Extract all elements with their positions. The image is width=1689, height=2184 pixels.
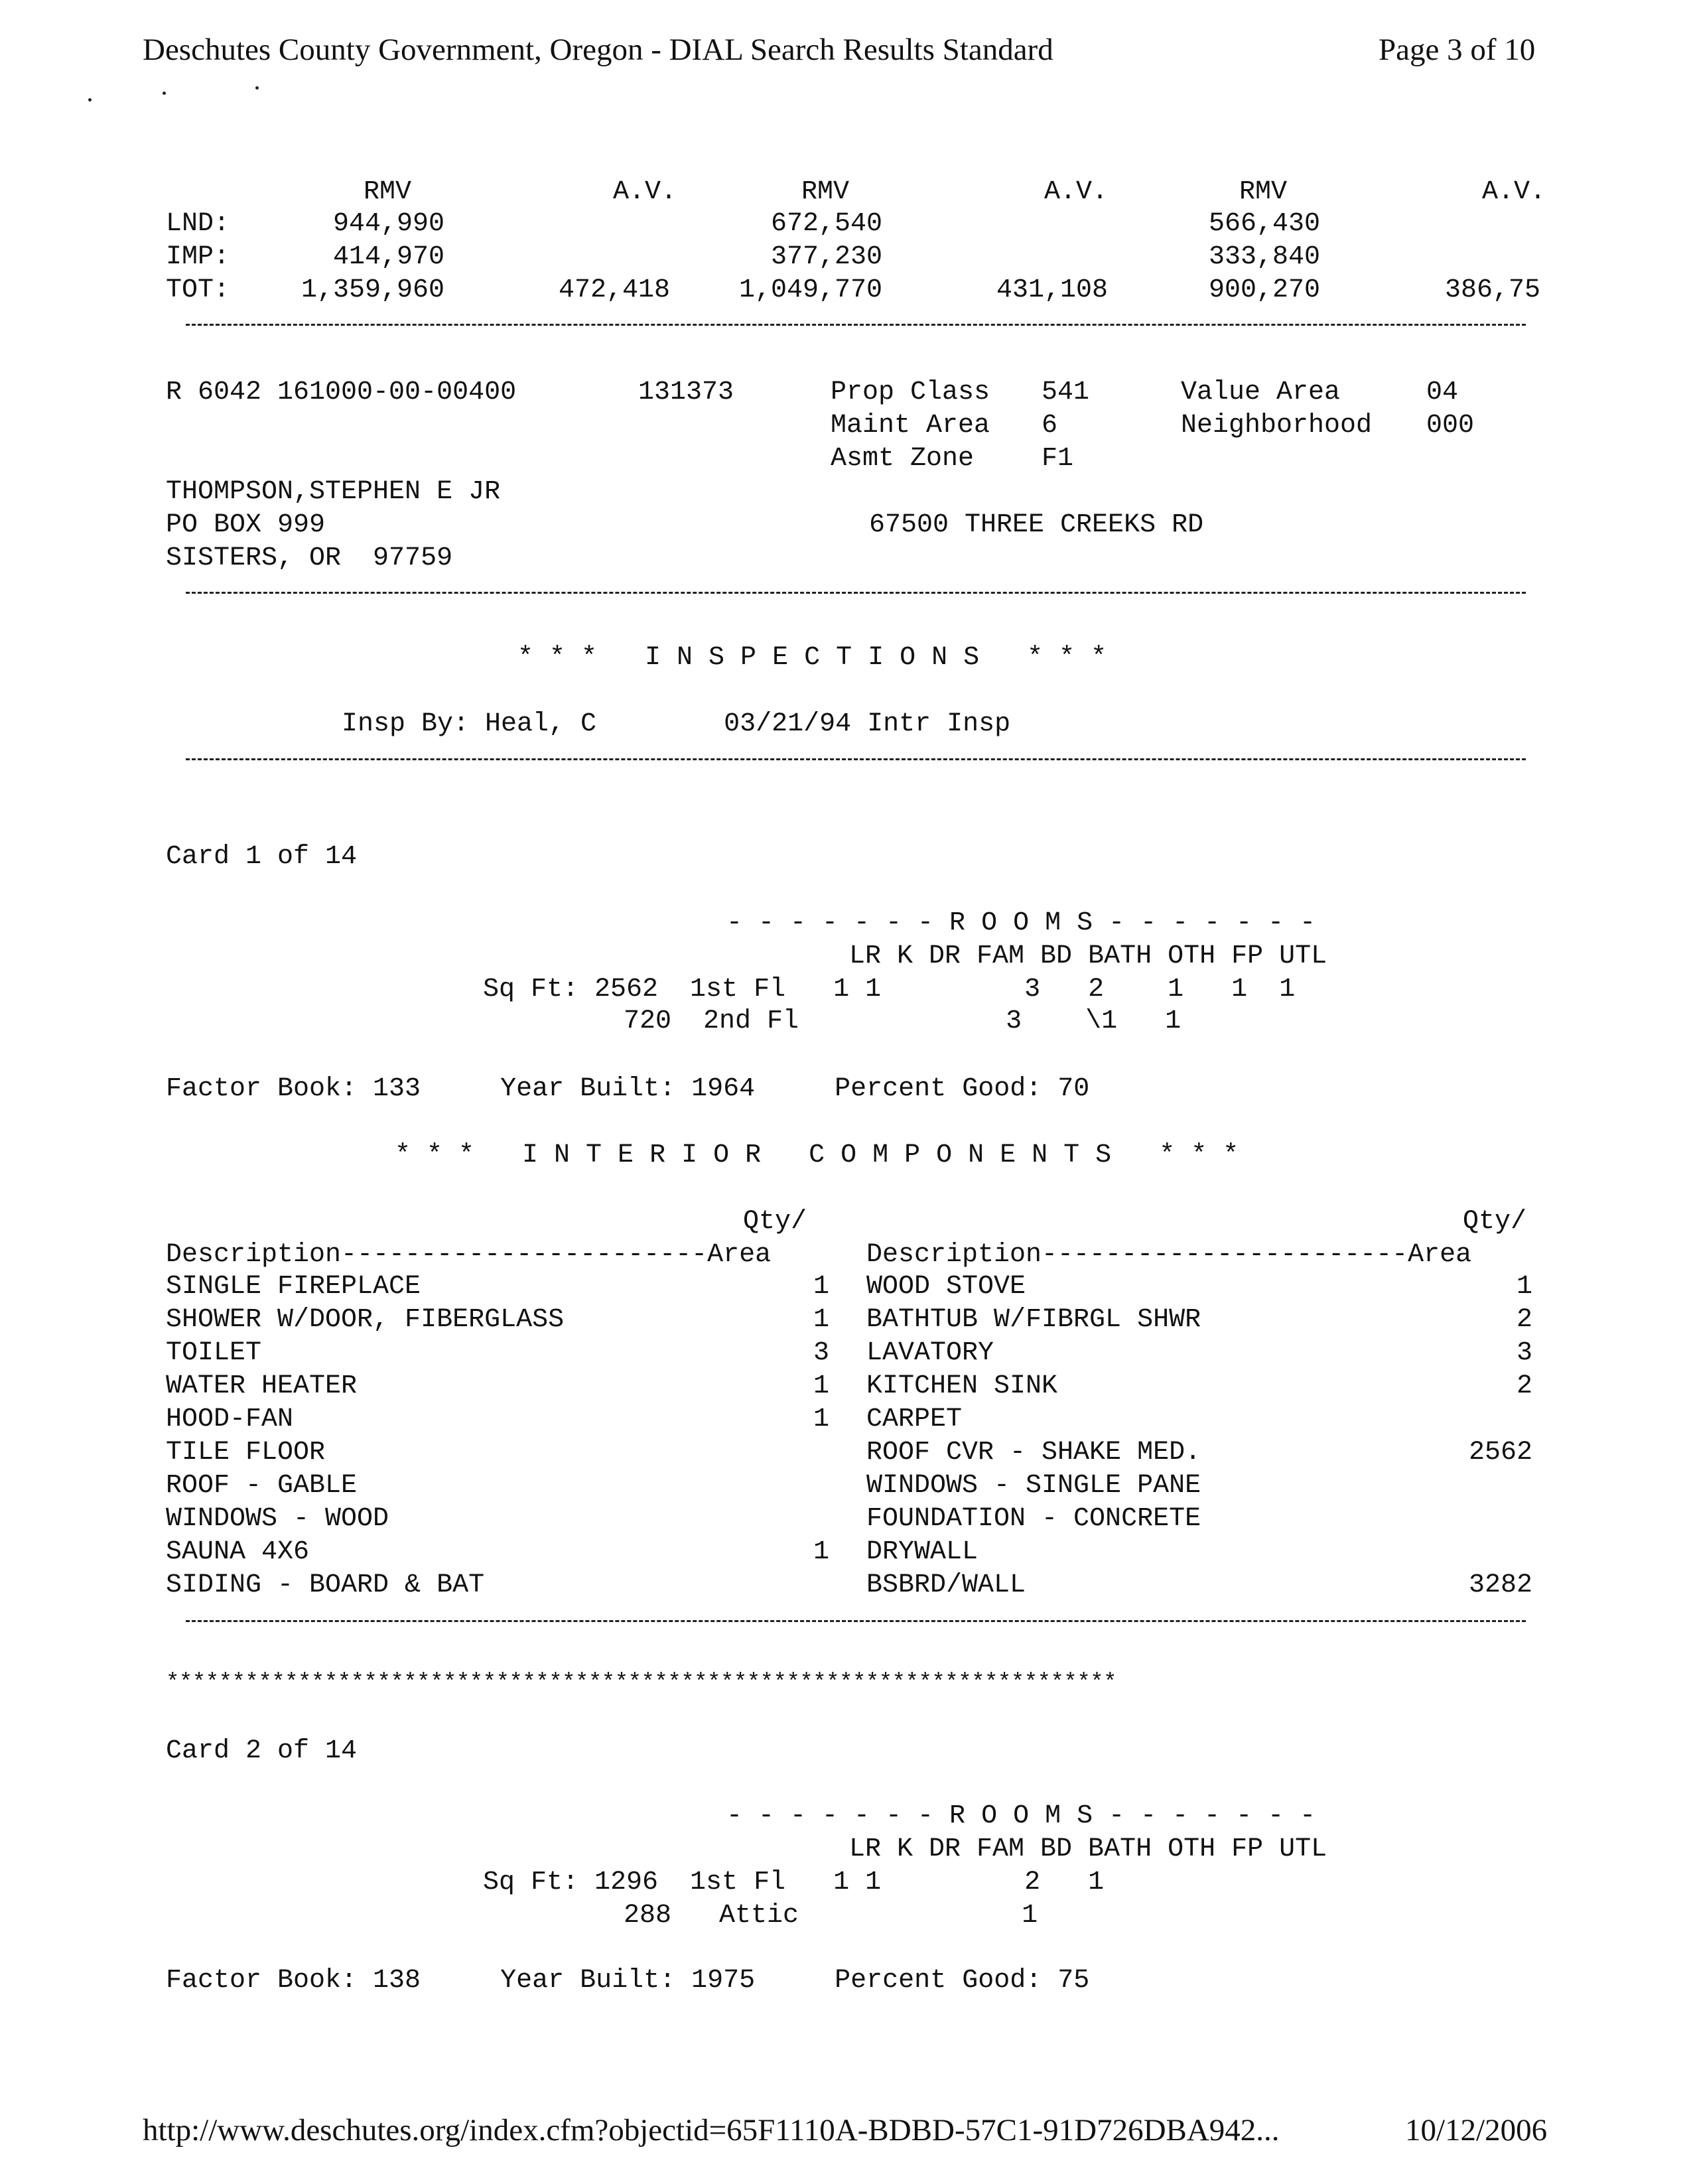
qty-header: Qty/ <box>1463 1207 1527 1237</box>
component-qty: 2562 <box>1468 1438 1532 1467</box>
page-number: Page 3 of 10 <box>1379 33 1536 67</box>
asmt-zone-label: Asmt Zone <box>831 444 975 474</box>
inspection-line: Insp By: Heal, C 03/21/94 Intr Insp <box>342 709 1011 739</box>
rooms-heading: - - - - - - - R O O M S - - - - - - - <box>726 1801 1316 1831</box>
component-desc: WINDOWS - WOOD <box>166 1504 389 1534</box>
component-desc: DRYWALL <box>866 1537 979 1567</box>
component-desc: FOUNDATION - CONCRETE <box>866 1504 1201 1534</box>
maint-area-value: 6 <box>1042 411 1058 441</box>
component-desc: SHOWER W/DOOR, FIBERGLASS <box>166 1305 565 1335</box>
component-qty: 1 <box>1516 1272 1532 1302</box>
neighborhood-label: Neighborhood <box>1181 411 1373 441</box>
table-cell: 944,990 <box>332 209 444 239</box>
row-label: TOT: <box>166 275 230 305</box>
scan-speck <box>255 86 259 90</box>
component-desc: HOOD-FAN <box>166 1404 294 1434</box>
scan-speck <box>88 98 92 102</box>
dashed-divider <box>186 1620 1526 1622</box>
rooms-floor-2: 720 2nd Fl 3 \1 1 <box>624 1006 1182 1036</box>
table-cell: 431,108 <box>996 275 1108 305</box>
table-cell: 1,049,770 <box>738 275 882 305</box>
footer-date: 10/12/2006 <box>1405 2113 1548 2148</box>
row-label: LND: <box>166 209 230 239</box>
component-qty: 3282 <box>1468 1570 1532 1600</box>
dashed-divider <box>186 592 1526 594</box>
scan-speck <box>163 92 166 95</box>
component-desc: SAUNA 4X6 <box>166 1537 310 1567</box>
owner-name: THOMPSON,STEPHEN E JR <box>166 477 501 507</box>
rooms-columns: LR K DR FAM BD BATH OTH FP UTL <box>849 1834 1327 1864</box>
component-qty: 2 <box>1516 1305 1532 1335</box>
star-separator: ************************************************************************ <box>166 1671 1117 1696</box>
component-desc: WATER HEATER <box>166 1371 358 1401</box>
description-header: Description-----------------------Area <box>166 1240 772 1270</box>
table-cell: 566,430 <box>1208 209 1320 239</box>
rooms-floor-1: Sq Ft: 1296 1st Fl 1 1 2 1 <box>483 1868 1105 1897</box>
component-desc: BATHTUB W/FIBRGL SHWR <box>866 1305 1201 1335</box>
component-desc: CARPET <box>866 1404 963 1434</box>
col-header-av: A.V. <box>612 177 677 207</box>
component-qty: 1 <box>813 1305 829 1335</box>
situs-address: 67500 THREE CREEKS RD <box>869 510 1204 540</box>
factor-line: Factor Book: 133 Year Built: 1964 Percent Good: 70 <box>166 1074 1090 1104</box>
inspections-heading: * * * I N S P E C T I O N S * * * <box>517 643 1107 673</box>
component-desc: TILE FLOOR <box>166 1438 326 1467</box>
component-desc: SINGLE FIREPLACE <box>166 1272 421 1302</box>
dashed-divider <box>186 758 1526 760</box>
col-header-rmv: RMV <box>1239 177 1287 207</box>
component-desc: SIDING - BOARD & BAT <box>166 1570 485 1600</box>
asmt-zone-value: F1 <box>1042 444 1074 474</box>
row-label: IMP: <box>166 242 230 272</box>
card-title: Card 1 of 14 <box>166 842 358 872</box>
rooms-columns: LR K DR FAM BD BATH OTH FP UTL <box>849 941 1327 971</box>
component-desc: ROOF CVR - SHAKE MED. <box>866 1438 1201 1467</box>
col-header-rmv: RMV <box>363 177 411 207</box>
component-desc: WINDOWS - SINGLE PANE <box>866 1471 1201 1501</box>
component-qty: 1 <box>813 1272 829 1302</box>
col-header-av: A.V. <box>1481 177 1546 207</box>
component-qty: 1 <box>813 1537 829 1567</box>
table-cell: 386,75 <box>1445 275 1541 305</box>
rooms-heading: - - - - - - - R O O M S - - - - - - - <box>726 908 1316 938</box>
component-qty: 3 <box>1516 1338 1532 1368</box>
table-cell: 672,540 <box>770 209 882 239</box>
component-desc: WOOD STOVE <box>866 1272 1026 1302</box>
component-desc: ROOF - GABLE <box>166 1471 358 1501</box>
account-number: 131373 <box>638 377 734 407</box>
maint-area-label: Maint Area <box>831 411 990 441</box>
table-cell: 472,418 <box>558 275 670 305</box>
factor-line: Factor Book: 138 Year Built: 1975 Percent Good: 75 <box>166 1966 1090 1996</box>
component-qty: 1 <box>813 1404 829 1434</box>
component-qty: 3 <box>813 1338 829 1368</box>
component-desc: BSBRD/WALL <box>866 1570 1026 1600</box>
rooms-floor-1: Sq Ft: 2562 1st Fl 1 1 3 2 1 1 1 <box>483 975 1296 1004</box>
table-cell: 414,970 <box>332 242 444 272</box>
component-desc: TOILET <box>166 1338 262 1368</box>
description-header: Description-----------------------Area <box>866 1240 1472 1270</box>
footer-url: http://www.deschutes.org/index.cfm?objectid=65F1110A-BDBD-57C1-91D726DBA942... <box>143 2113 1280 2148</box>
mailing-address-line1: PO BOX 999 <box>166 510 326 540</box>
value-area-label: Value Area <box>1181 377 1341 407</box>
components-heading: * * * I N T E R I O R C O M P O N E N T S * * * <box>395 1140 1239 1170</box>
mailing-address-line2: SISTERS, OR 97759 <box>166 543 453 573</box>
col-header-av: A.V. <box>1044 177 1108 207</box>
table-cell: 333,840 <box>1208 242 1320 272</box>
neighborhood-value: 000 <box>1426 411 1475 441</box>
component-desc: LAVATORY <box>866 1338 994 1368</box>
component-desc: KITCHEN SINK <box>866 1371 1058 1401</box>
rooms-floor-2: 288 Attic 1 <box>624 1901 1038 1931</box>
qty-header: Qty/ <box>743 1207 807 1237</box>
table-cell: 377,230 <box>770 242 882 272</box>
value-area-value: 04 <box>1426 377 1459 407</box>
account-id: R 6042 161000-00-00400 <box>166 377 517 407</box>
col-header-rmv: RMV <box>801 177 849 207</box>
document-title: Deschutes County Government, Oregon - DIAL Search Results Standard <box>143 33 1053 67</box>
component-qty: 1 <box>813 1371 829 1401</box>
component-qty: 2 <box>1516 1371 1532 1401</box>
prop-class-value: 541 <box>1042 377 1090 407</box>
card-title: Card 2 of 14 <box>166 1736 358 1766</box>
table-cell: 900,270 <box>1208 275 1320 305</box>
prop-class-label: Prop Class <box>831 377 990 407</box>
table-cell: 1,359,960 <box>301 275 444 305</box>
dashed-divider <box>186 324 1526 326</box>
